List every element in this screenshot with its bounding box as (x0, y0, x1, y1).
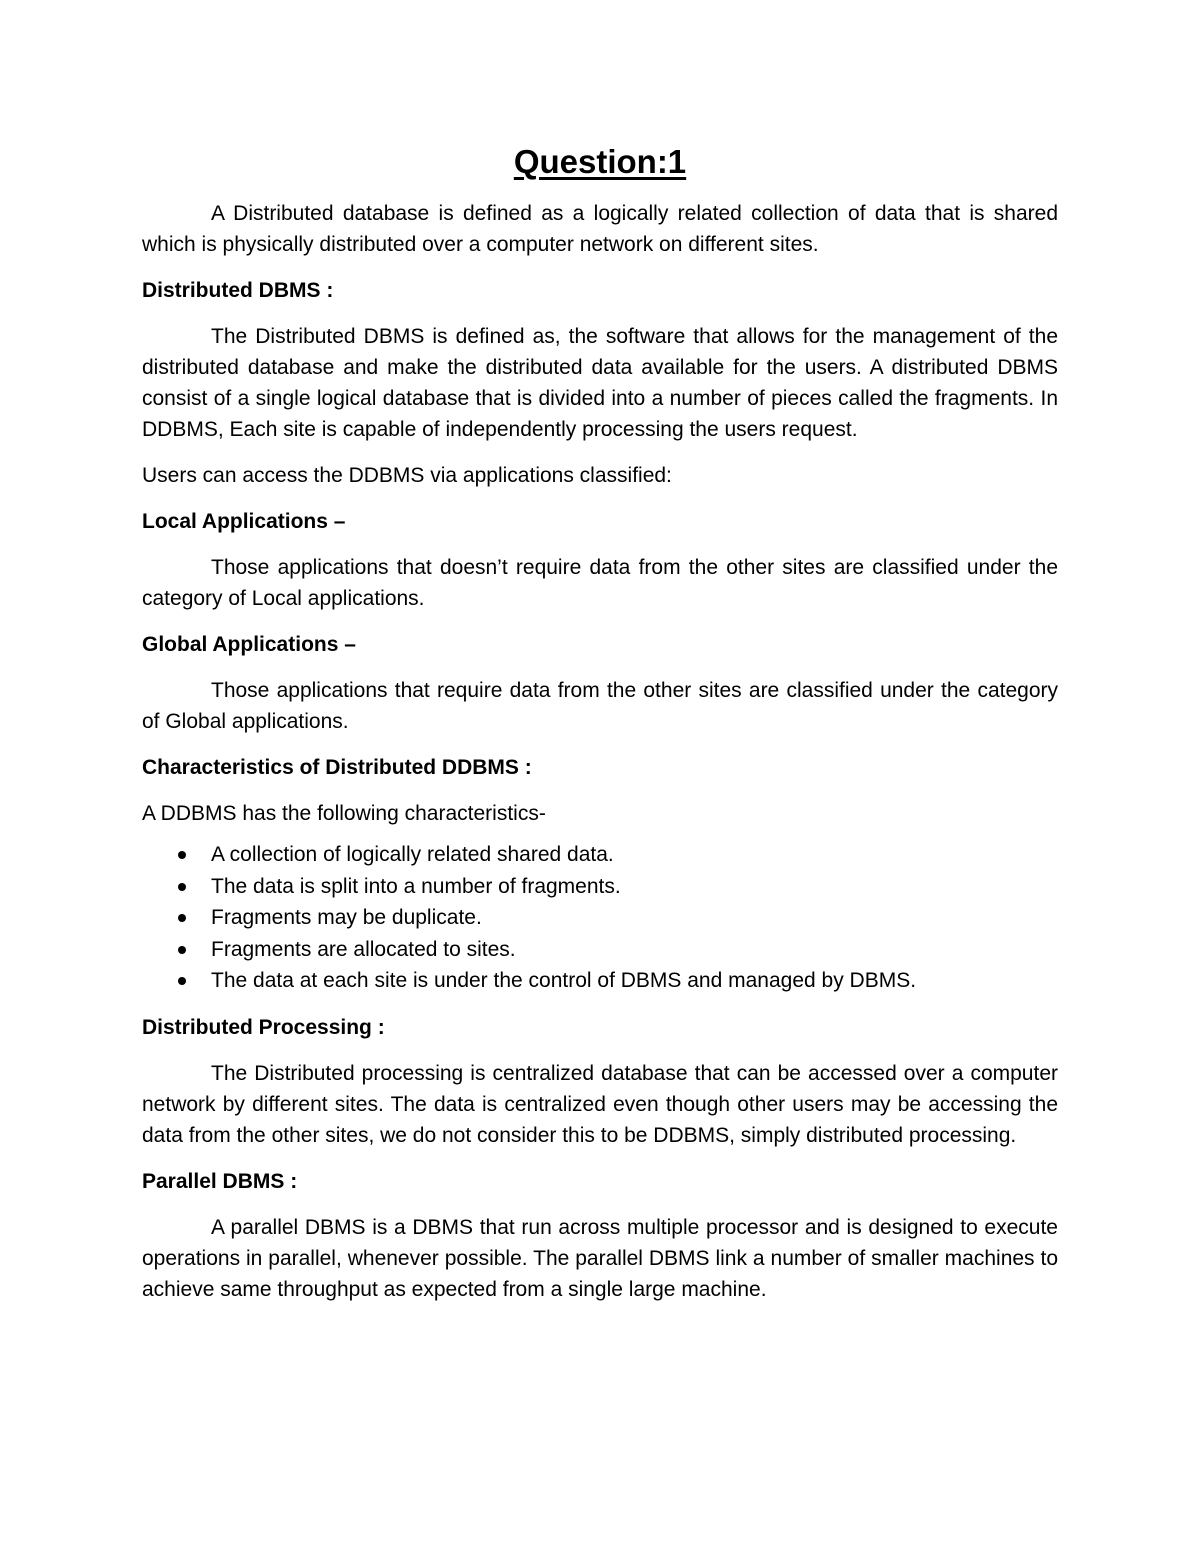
page-title: Question:1 (513, 143, 687, 180)
local-apps-paragraph: Those applications that doesn’t require data from the other sites are classified under the category of Local applications. (142, 556, 1058, 610)
list-item: Fragments are allocated to sites. (211, 934, 1058, 966)
list-item: The data at each site is under the control of DBMS and managed by DBMS. (211, 965, 1058, 997)
ddbms-heading: Distributed DBMS : (142, 279, 334, 302)
distributed-processing-paragraph: The Distributed processing is centralized database that can be accessed over a computer network by different sites. The data is centralized even though other users may be accessing the data from the other sites, we do not consider this to be DDBMS, simply distributed processing. (142, 1061, 1058, 1147)
global-apps-paragraph: Those applications that require data from the other sites are classified under the category of Global applications. (142, 679, 1058, 733)
document-page (142, 140, 1058, 1320)
characteristics-list (142, 839, 1058, 997)
list-item: Fragments may be duplicate. (211, 902, 1058, 934)
distributed-processing-heading: Distributed Processing : (142, 1015, 385, 1039)
global-apps-heading: Global Applications – (142, 633, 356, 656)
bullet-icon (178, 946, 186, 954)
characteristics-heading: Characteristics of Distributed DDBMS : (142, 756, 532, 779)
list-item: The data is split into a number of fragments. (211, 871, 1058, 903)
bullet-icon (178, 883, 186, 891)
ddbms-paragraph: The Distributed DBMS is defined as, the software that allows for the management of the distributed database and make the distributed data available for the users. A distributed DBMS consist of a single logical database that is divided into a number of pieces called the fragments. In DDBMS, Each site is capable of independently processing the users request. (142, 325, 1058, 441)
bullet-icon (178, 851, 186, 859)
access-line: Users can access the DDBMS via applications classified: (142, 464, 672, 487)
parallel-dbms-paragraph: A parallel DBMS is a DBMS that run across multiple processor and is designed to execute operations in parallel, whenever possible. The parallel DBMS link a number of smaller machines to achieve same throughput as expected from a single large machine. (142, 1215, 1058, 1301)
list-item: A collection of logically related shared data. (211, 839, 1058, 871)
local-apps-heading: Local Applications – (142, 510, 346, 533)
bullet-icon (178, 914, 186, 922)
intro-paragraph: A Distributed database is defined as a logically related collection of data that is shared which is physically distributed over a computer network on different sites. (142, 202, 1058, 256)
bullet-icon (178, 977, 186, 985)
parallel-dbms-heading: Parallel DBMS : (142, 1169, 298, 1193)
characteristics-lead: A DDBMS has the following characteristics- (142, 802, 546, 825)
